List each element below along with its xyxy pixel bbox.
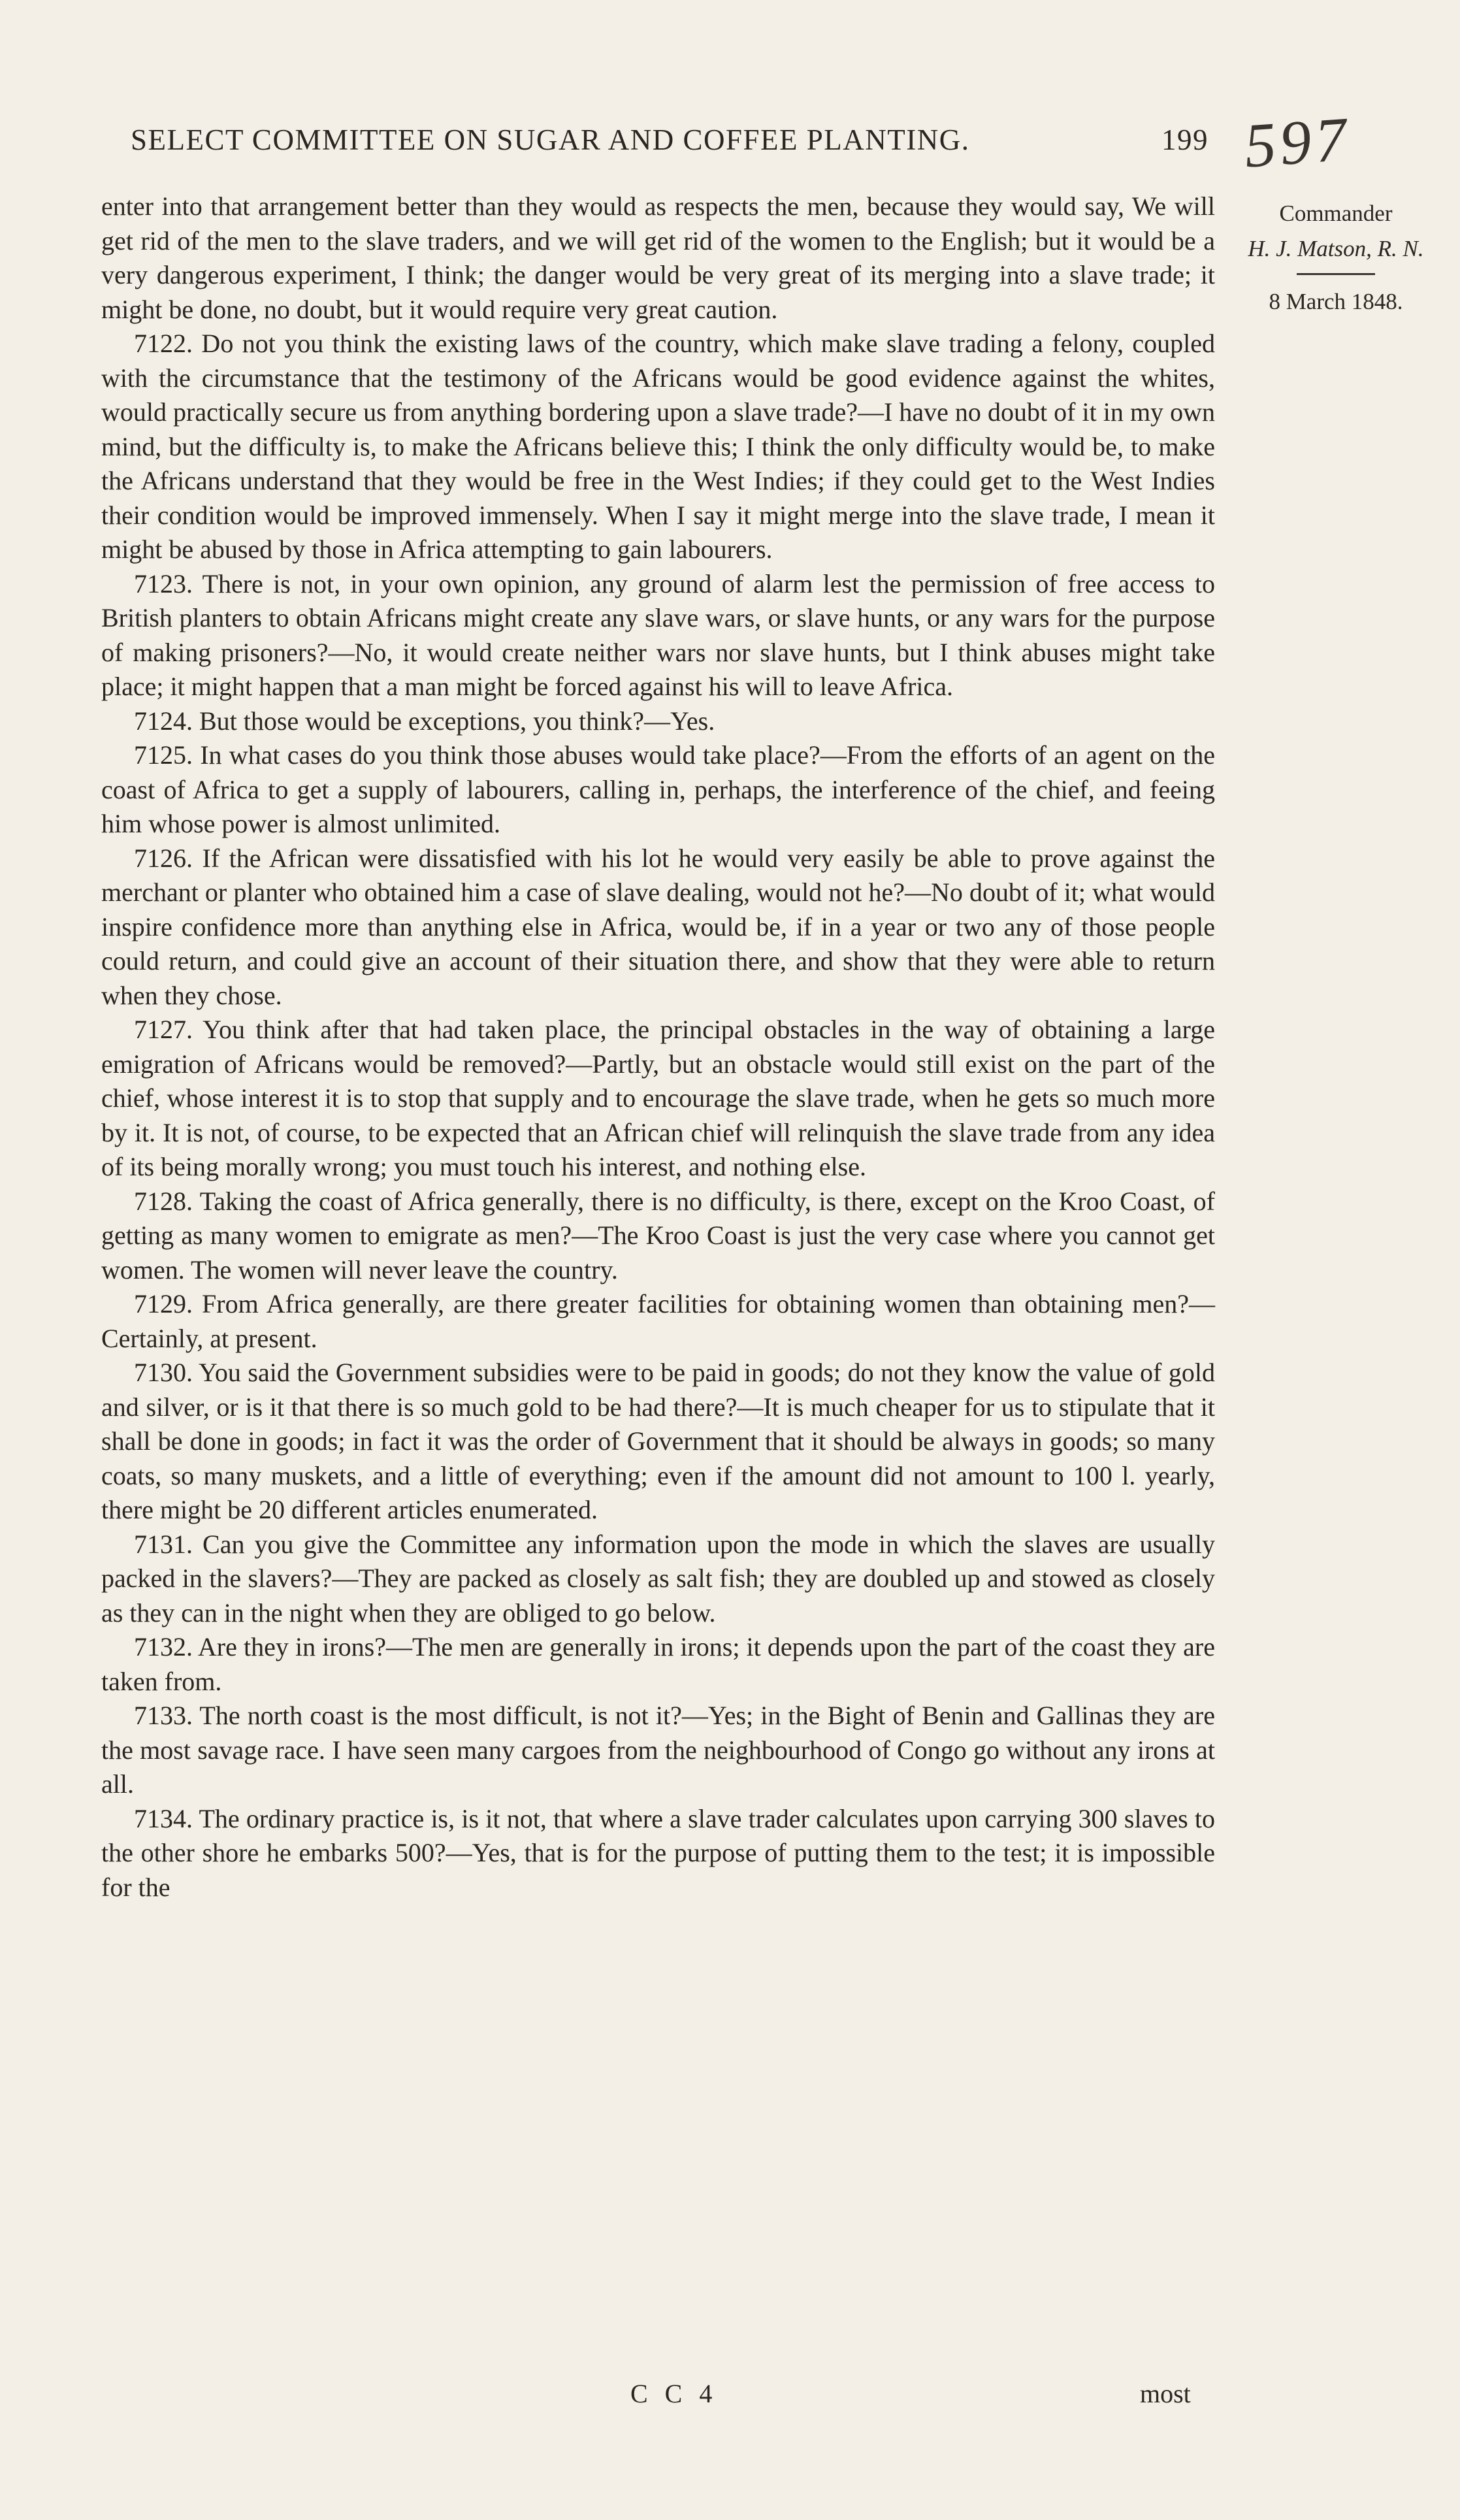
question-7126: 7126. If the African were dissatisfied with his lot he would very easily be able to prove against the merchant or planter who obtained him a case of slave dealing, would not he?—No doubt of it; what would inspire confidence more than anything else in Africa, would be, if in a year or two any of those people could return, and could give an account of their situation there, and show that they were able to return when they chose.	[101, 843, 1215, 1010]
witness-date: 8 March 1848.	[1269, 289, 1403, 314]
signature-mark: C C 4	[630, 2379, 718, 2408]
question-7133: 7133. The north coast is the most difficult, is not it?—Yes; in the Bight of Benin and Gallinas they are the most savage race. I have seen many cargoes from the neighbourhood of Congo go without any irons at all.	[101, 1701, 1215, 1799]
paragraph-continuation: enter into that arrangement better than they would as respects the men, because they would say, We will get rid of the men to the slave traders, and we will get rid of the women to the English; but it would be a very dangerous experiment, I think; the danger would be very great of its merging into a slave trade; it might be done, no doubt, but it would require very great caution.	[101, 191, 1215, 324]
question-7131: 7131. Can you give the Committee any information upon the mode in which the slaves are usually packed in the slavers?—They are packed as closely as salt fish; they are doubled up and stowed as closely as they can in the night when they are obliged to go below.	[101, 1529, 1215, 1628]
body-text	[101, 189, 1215, 1905]
margin-rule	[1297, 273, 1375, 275]
catchword: most	[1140, 2379, 1191, 2408]
question-7124: 7124. But those would be exceptions, you think?—Yes.	[134, 706, 715, 736]
witness-name: H. J. Matson, R. N.	[1248, 236, 1424, 261]
question-7122: 7122. Do not you think the existing laws of the country, which make slave trading a felony, coupled with the circumstance that the testimony of the Africans would be good evidence against the whites, would practically secure us from anything bordering upon a slave trade?—I have no doubt of it in my own mind, but the difficulty is, to make the Africans believe this; I think the only difficulty would be, to make the Africans understand that they would be free in the West Indies; if they could get to the West Indies their condition would be improved immensely. When I say it might merge into the slave trade, I mean it might be abused by those in Africa attempting to gain labourers.	[101, 329, 1215, 564]
question-7130: 7130. You said the Government subsidies were to be paid in goods; do not they know the value of gold and silver, or is it that there is so much gold to be had there?—It is much cheaper for us to stipulate that it shall be done in goods; in fact it was the order of Government that it should be always in goods; so many coats, so many muskets, and a little of everything; even if the amount did not amount to 100 l. yearly, there might be 20 different articles enumerated.	[101, 1358, 1215, 1524]
question-7128: 7128. Taking the coast of Africa generally, there is no difficulty, is there, except on the Kroo Coast, of getting as many women to emigrate as men?—The Kroo Coast is just the very case where you cannot get women. The women will never leave the country.	[101, 1186, 1215, 1285]
manuscript-number: 597	[1242, 103, 1353, 181]
running-head-title: SELECT COMMITTEE ON SUGAR AND COFFEE PLANTING.	[131, 123, 970, 156]
witness-rank: Commander	[1279, 201, 1393, 226]
page-number: 199	[1161, 123, 1209, 156]
question-7132: 7132. Are they in irons?—The men are generally in irons; it depends upon the part of the coast they are taken from.	[101, 1632, 1215, 1696]
running-head	[131, 123, 1209, 157]
question-7123: 7123. There is not, in your own opinion, any ground of alarm lest the permission of free access to British planters to obtain Africans might create any slave wars, or slave hunts, or any wars for the purpose of making prisoners?—No, it would create neither wars nor slave hunts, but I think abuses might take place; it might happen that a man might be forced against his will to leave Africa.	[101, 568, 1215, 701]
question-7129: 7129. From Africa generally, are there greater facilities for obtaining women than obtaining men?—Certainly, at present.	[101, 1289, 1215, 1353]
question-7127: 7127. You think after that had taken place, the principal obstacles in the way of obtaining a large emigration of Africans would be removed?—Partly, but an obstacle would still exist on the part of the chief, whose interest it is to stop that supply and to encourage the slave trade, when he gets so much more by it. It is not, of course, to be expected that an African chief will relinquish the slave trade from any idea of its being morally wrong; you must touch his interest, and nothing else.	[101, 1015, 1215, 1181]
question-7125: 7125. In what cases do you think those abuses would take place?—From the efforts of an agent on the coast of Africa to get a supply of labourers, calling in, perhaps, the interference of the chief, and feeing him whose power is almost unlimited.	[101, 740, 1215, 838]
question-7134: 7134. The ordinary practice is, is it not, that where a slave trader calculates upon carrying 300 slaves to the other shore he embarks 500?—Yes, that is for the purpose of putting them to the test; it is impossible for the	[101, 1803, 1215, 1902]
margin-note	[1238, 196, 1434, 319]
